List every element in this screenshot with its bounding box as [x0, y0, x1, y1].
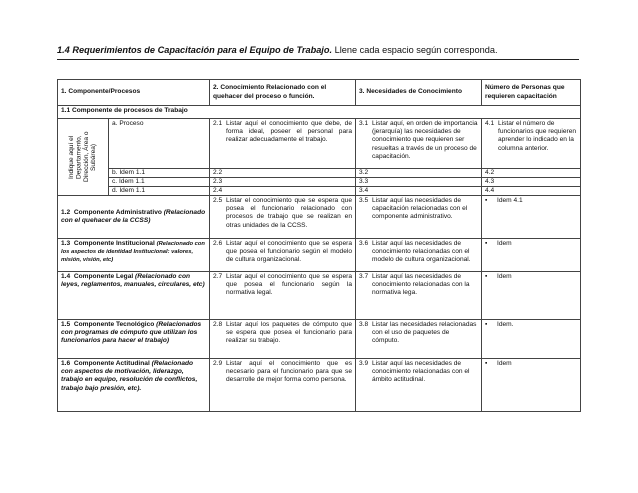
knowledge-number: 2.3 — [210, 178, 356, 187]
knowledge-text: Listar aquí el conocimiento que se espera que posea el funcionario según el modelo de cultura organizacional. — [226, 240, 352, 264]
department-cell — [58, 119, 109, 196]
bullet-icon: ▪ — [485, 197, 488, 204]
section-label: 1.1 Componente de procesos de Trabajo — [58, 106, 581, 119]
knowledge-cell — [210, 320, 356, 359]
knowledge-number: 2.1 — [213, 120, 223, 127]
people-cell — [482, 359, 581, 412]
component-cell — [58, 359, 210, 412]
needs-number: 3.7 — [359, 273, 369, 280]
knowledge-number: 2.7 — [213, 273, 223, 280]
knowledge-text: Listar el conocimiento que se espera que posea el funcionario relacionado con procesos de trabajo que se realizan en otras unidades de la CCSS. — [226, 197, 352, 229]
people-number: 4.4 — [482, 187, 581, 196]
needs-number: 3.6 — [359, 240, 369, 247]
needs-cell — [356, 196, 482, 239]
section-heading-instruction: Llene cada espacio según corresponda. — [332, 45, 498, 55]
people-cell — [482, 239, 581, 272]
needs-cell — [356, 119, 482, 169]
people-number: 4.3 — [482, 178, 581, 187]
needs-number: 3.9 — [359, 360, 369, 367]
process-name: b. Idem 1.1 — [109, 169, 210, 178]
knowledge-number: 2.5 — [213, 197, 223, 204]
table-row — [58, 272, 581, 320]
needs-text: Listar aquí las necesidades de capacitación relacionadas con el componente administrativo. — [372, 197, 468, 221]
component-description: (Relacionado con el quehacer de la CCSS) — [61, 208, 206, 224]
table-row — [58, 169, 581, 178]
table-row — [58, 187, 581, 196]
header-component: 1. Componente/Procesos — [58, 80, 210, 106]
component-description: (Relacionado con aspectos de motivación, liderazgo, trabajo en equipo, resolución de conflictos, trabajo bajo presión, etc). — [61, 360, 198, 392]
knowledge-text: Listar aquí el conocimiento que se espera que posea el funcionario según la normativa legal. — [226, 273, 352, 297]
section-heading — [57, 44, 597, 56]
component-number: 1.6 — [61, 360, 71, 367]
people-cell — [482, 320, 581, 359]
component-number: 1.4 — [61, 273, 71, 280]
bullet-icon: ▪ — [485, 240, 488, 247]
knowledge-number: 2.8 — [213, 321, 223, 328]
component-description: (Relacionados con programas de cómputo que utilizan los funcionarios para hacer el trabajo) — [61, 321, 202, 345]
people-text: Idem — [497, 273, 512, 280]
component-description: (Relacionado con leyes, reglamentos, manuales, circulares, etc) — [61, 273, 205, 289]
needs-text: Listar aquí las necesidades de conocimiento relacionadas con el modelo de cultura organizacional. — [372, 240, 471, 264]
needs-number: 3.4 — [356, 187, 482, 196]
knowledge-text: Listar aquí los paquetes de cómputo que se espera que posea el funcionario para realizar su trabajo. — [226, 321, 352, 345]
component-number: 1.3 — [61, 240, 71, 247]
table-row — [58, 320, 581, 359]
process-name: c. Idem 1.1 — [109, 178, 210, 187]
needs-text: Listar aquí las necesidades de conocimiento relacionadas con el ámbito actitudinal. — [372, 360, 470, 384]
people-number: 4.2 — [482, 169, 581, 178]
heading-rule — [57, 59, 579, 60]
knowledge-number: 2.9 — [213, 360, 223, 367]
department-vertical-label: Indique aquí el Departamento, Dirección, Área o Subárea) — [68, 131, 98, 183]
needs-text: Listar aquí, en orden de importancia (jerarquía) las necesidades de conocimiento que requieren ser resueltas a través de un proceso de capacitación. — [372, 120, 478, 160]
knowledge-number: 2.2 — [210, 169, 356, 178]
component-number: 1.5 — [61, 321, 71, 328]
table-row — [58, 196, 581, 239]
knowledge-cell — [210, 239, 356, 272]
knowledge-cell — [210, 359, 356, 412]
section-row — [58, 106, 581, 119]
component-cell — [58, 196, 210, 239]
knowledge-cell — [210, 196, 356, 239]
knowledge-text: Listar aquí el conocimiento que es necesario para el funcionario para que se desarrolle de mejor forma como persona. — [226, 360, 352, 384]
needs-number: 3.8 — [359, 321, 369, 328]
knowledge-number: 2.4 — [210, 187, 356, 196]
knowledge-text: Listar aquí el conocimiento que debe, de forma ideal, poseer el personal para realizar adecuadamente el trabajo. — [226, 120, 352, 144]
knowledge-number: 2.6 — [213, 240, 223, 247]
needs-cell — [356, 272, 482, 320]
component-title: Componente Tecnológico — [73, 321, 155, 328]
needs-number: 3.5 — [359, 197, 369, 204]
people-text: Idem — [497, 240, 512, 247]
needs-cell — [356, 320, 482, 359]
component-title: Componente Institucional — [73, 240, 155, 247]
table-row — [58, 359, 581, 412]
table-row — [58, 178, 581, 187]
needs-cell — [356, 359, 482, 412]
needs-text: Listar las necesidades relacionadas con el uso de paquetes de cómputo. — [372, 321, 477, 345]
people-text: Listar el número de funcionarios que requieren aprender lo indicado en la columna anterior. — [498, 120, 577, 152]
component-description: (Relacionado con los aspectos de identidad Institucional: valores, misión, visión, etc) — [61, 241, 205, 264]
people-text: Idem 4.1 — [497, 197, 523, 204]
process-name: a. Proceso — [109, 119, 210, 169]
people-number: 4.1 — [485, 120, 495, 127]
process-name: d. Idem 1.1 — [109, 187, 210, 196]
needs-number: 3.1 — [359, 120, 369, 127]
people-cell — [482, 196, 581, 239]
needs-cell — [356, 239, 482, 272]
header-knowledge: 2. Conocimiento Relacionado con el quehacer del proceso o función. — [210, 80, 356, 106]
component-title: Componente Administrativo — [73, 208, 162, 216]
component-cell — [58, 320, 210, 359]
component-cell — [58, 239, 210, 272]
knowledge-cell — [210, 119, 356, 169]
component-number: 1.2 — [61, 208, 71, 216]
needs-number: 3.2 — [356, 169, 482, 178]
component-cell — [58, 272, 210, 320]
needs-number: 3.3 — [356, 178, 482, 187]
component-title: Componente Actitudinal — [73, 360, 150, 367]
section-heading-bold: 1.4 Requerimientos de Capacitación para el Equipo de Trabajo. — [57, 45, 333, 55]
people-text: Idem. — [497, 321, 514, 328]
bullet-icon: ▪ — [485, 321, 488, 328]
bullet-icon: ▪ — [485, 360, 488, 367]
people-cell — [482, 272, 581, 320]
knowledge-cell — [210, 272, 356, 320]
header-needs: 3. Necesidades de Conocimiento — [356, 80, 482, 106]
training-requirements-table — [57, 79, 581, 412]
people-text: Idem — [497, 360, 512, 367]
table-row — [58, 119, 581, 169]
component-title: Componente Legal — [73, 273, 134, 280]
header-people: Número de Personas que requieren capacitación — [482, 80, 581, 106]
people-cell — [482, 119, 581, 169]
table-header-row — [58, 80, 581, 106]
bullet-icon: ▪ — [485, 273, 488, 280]
table-row — [58, 239, 581, 272]
needs-text: Listar aquí las necesidades de conocimiento relacionadas con la normativa lega. — [372, 273, 470, 297]
